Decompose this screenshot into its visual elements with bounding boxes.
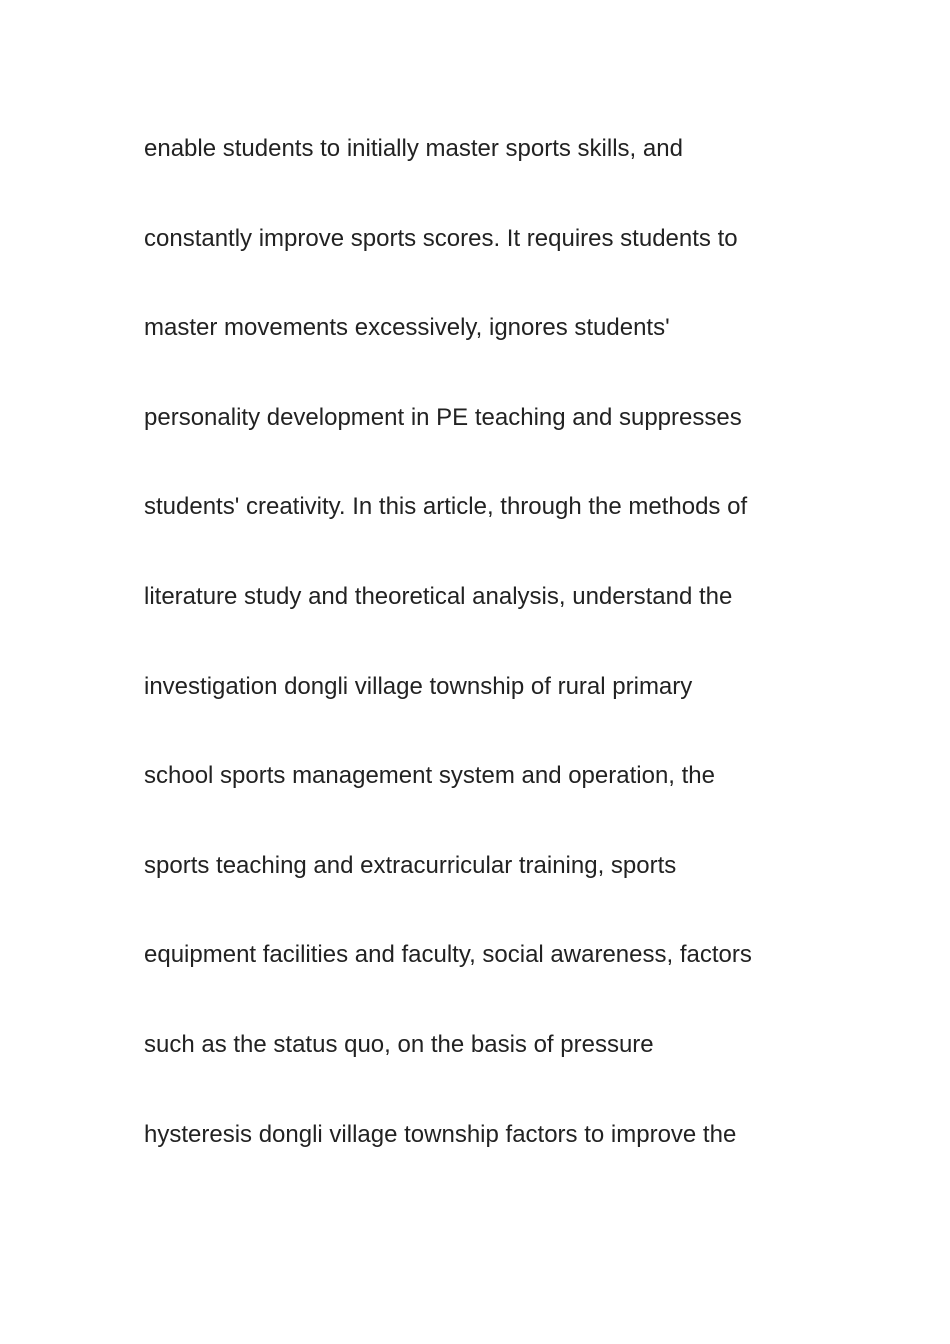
text-line-4: personality development in PE teaching and suppresses — [144, 403, 742, 431]
body-text — [144, 127, 844, 1202]
text-line-10: equipment facilities and faculty, social awareness, factors — [144, 941, 752, 969]
text-line-3: master movements excessively, ignores students' — [144, 314, 670, 342]
text-line-2: constantly improve sports scores. It requires students to — [144, 224, 738, 252]
text-line-11: such as the status quo, on the basis of pressure — [144, 1030, 654, 1058]
text-line-9: sports teaching and extracurricular training, sports — [144, 851, 677, 879]
text-line-1: enable students to initially master sports skills, and — [144, 135, 683, 162]
text-line-6: literature study and theoretical analysis, understand the — [144, 582, 733, 610]
text-line-5: students' creativity. In this article, through the methods of — [144, 493, 748, 521]
text-line-7: investigation dongli village township of rural primary — [144, 672, 693, 700]
text-line-12: hysteresis dongli village township factors to improve the — [144, 1120, 737, 1148]
text-line-8: school sports management system and operation, the — [144, 762, 715, 790]
